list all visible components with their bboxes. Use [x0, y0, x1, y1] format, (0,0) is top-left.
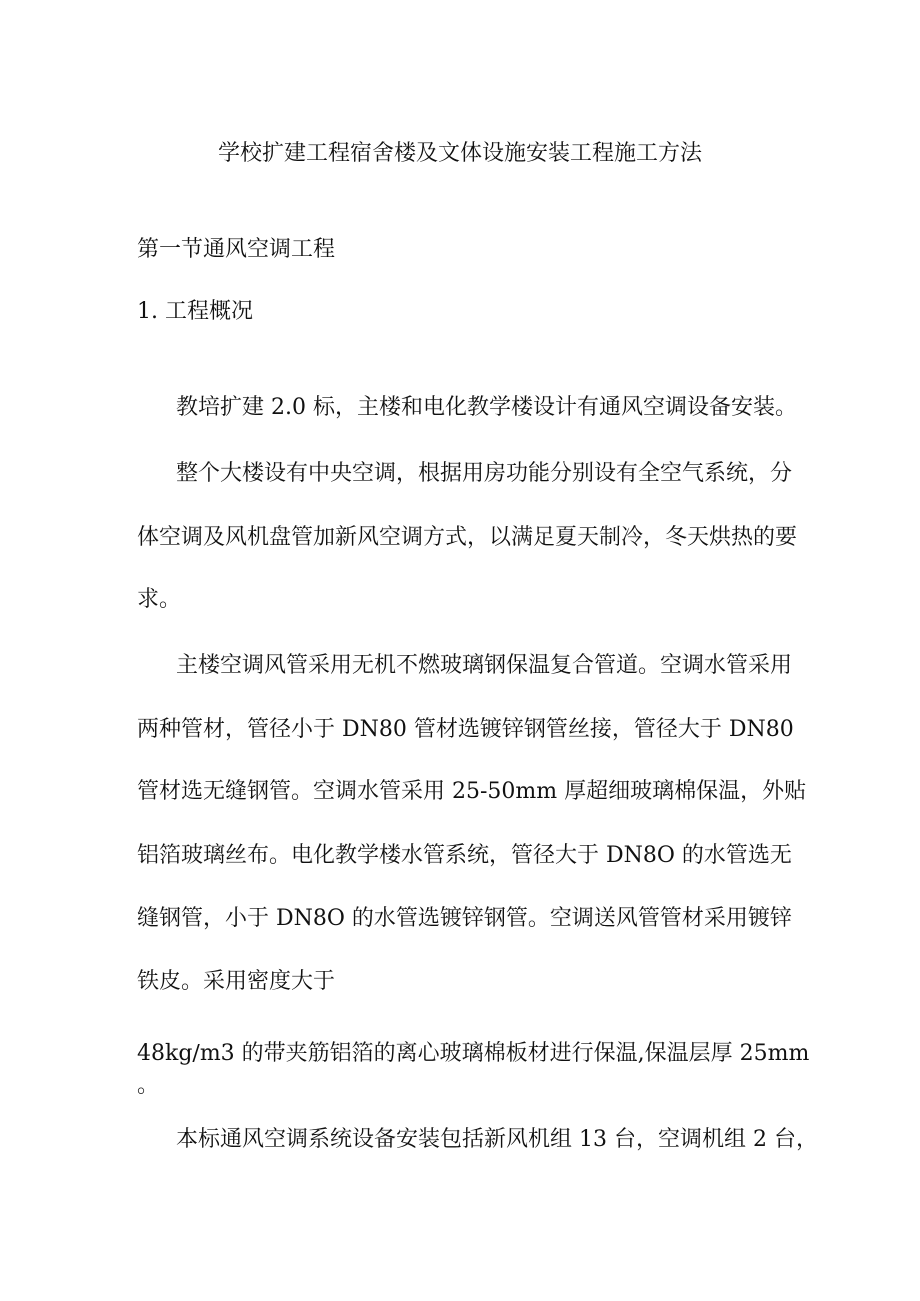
paragraph-2-line-3: 求。 [137, 587, 182, 612]
paragraph-4-line-1: 48kg∕m3 的带夹筋铝箔的离心玻璃棉板材进行保温,保温层厚 25mm [137, 1041, 810, 1066]
section-heading: 第一节通风空调工程 [137, 237, 336, 262]
paragraph-2-line-1: 整个大楼设有中央空调，根据用房功能分别设有全空气系统，分 [176, 461, 793, 486]
paragraph-4-line-2: 。 [137, 1073, 160, 1098]
paragraph-3-line-4: 铝箔玻璃丝布。电化教学楼水管系统，管径大于 DN8O 的水管选无 [137, 843, 792, 868]
paragraph-1-line-1: 教培扩建 2.0 标，主楼和电化教学楼设计有通风空调设备安装。 [176, 395, 797, 420]
document-title: 学校扩建工程宿舍楼及文体设施安装工程施工方法 [217, 141, 702, 166]
paragraph-3-line-6: 铁皮。采用密度大于 [137, 969, 336, 994]
paragraph-3-line-5: 缝钢管，小于 DN8O 的水管选镀锌钢管。空调送风管管材采用镀锌 [137, 906, 792, 931]
paragraph-2-line-2: 体空调及风机盘管加新风空调方式，以满足夏天制冷，冬天烘热的要 [137, 525, 798, 550]
subsection-heading: 1. 工程概况 [137, 299, 253, 324]
paragraph-5-line-1: 本标通风空调系统设备安装包括新风机组 13 台，空调机组 2 台， [176, 1127, 818, 1152]
paragraph-3-line-2: 两种管材，管径小于 DN80 管材选镀锌钢管丝接，管径大于 DN80 [137, 717, 794, 742]
paragraph-3-line-3: 管材选无缝钢管。空调水管采用 25-50mm 厚超细玻璃棉保温，外贴 [137, 779, 807, 804]
paragraph-3-line-1: 主楼空调风管采用无机不燃玻璃钢保温复合管道。空调水管采用 [176, 653, 793, 678]
